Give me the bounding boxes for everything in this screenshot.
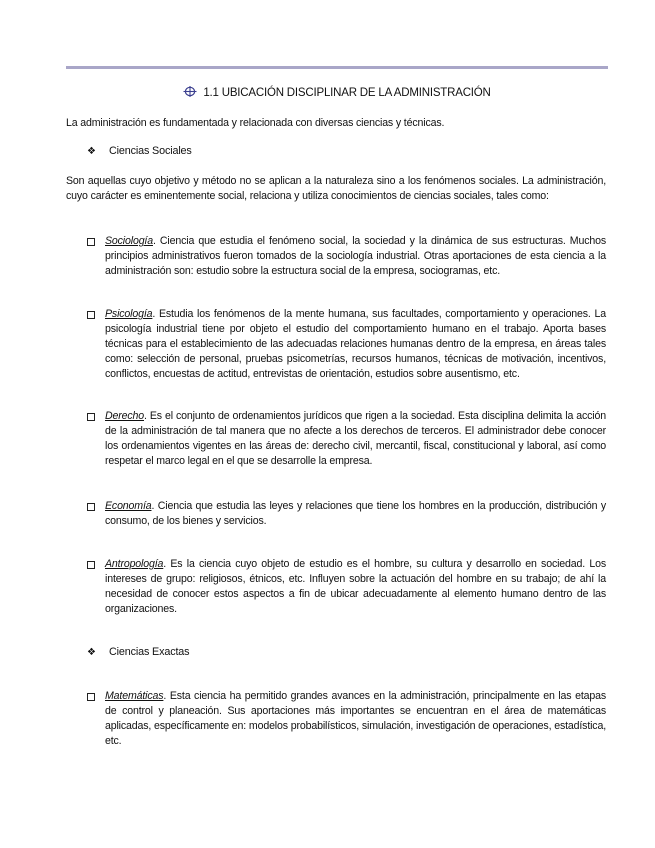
section-heading (66, 86, 608, 99)
list-item-matematicas (87, 689, 606, 749)
diamond-bullet-icon: ❖ (87, 647, 96, 658)
section-title: Ciencias Exactas (109, 646, 190, 658)
list-item-psicologia (87, 307, 606, 382)
list-item-text (105, 557, 606, 617)
list-item-sociologia (87, 234, 606, 279)
social-sciences-description: Son aquellas cuyo objetivo y método no se aplican a la naturaleza sino a los fenómenos sociales. La administración, cuyo carácter es eminentemente social, relaciona y utiliza conocimientos de ciencias sociales, tales como: (66, 175, 606, 202)
section-title-ciencias-sociales (87, 144, 192, 159)
list-item-body: . Es el conjunto de ordenamientos jurídicos que rigen a la sociedad. Esta disciplina delimita la acción de la administración de tal manera que no afecte a los derechos de terceros. El administrador debe conocer los ordenamientos vigentes en las áreas de: derecho civil, mercantil, fiscal, constitucional y laboral, así como respetar el marco legal en el que se desarrolle la empresa. (105, 410, 606, 467)
list-item-economia (87, 499, 606, 529)
list-item-derecho (87, 409, 606, 469)
intro-paragraph: La administración es fundamentada y relacionada con diversas ciencias y técnicas. (66, 117, 445, 129)
crosshair-icon (183, 86, 197, 97)
square-bullet-icon (87, 693, 95, 701)
header-rule (66, 66, 608, 69)
list-item-text (105, 307, 606, 382)
square-bullet-icon (87, 503, 95, 511)
list-item-term: Sociología (105, 235, 153, 247)
list-item-term: Matemáticas (105, 690, 164, 702)
list-item-text (105, 234, 606, 279)
list-item-body: . Es la ciencia cuyo objeto de estudio es el hombre, su cultura y desarrollo en sociedad. Los intereses de grupo: religiosos, étnicos, etc. Influyen sobre la actuación del hombre en su trabajo; de ahí la necesidad de conocer estos aspectos a fin de ubicar adecuadamente al elemento humano dentro de las organizaciones. (105, 558, 606, 615)
list-item-text (105, 499, 606, 529)
list-item-term: Derecho (105, 410, 144, 422)
square-bullet-icon (87, 238, 95, 246)
section-title: Ciencias Sociales (109, 145, 192, 157)
list-item-body: . Ciencia que estudia las leyes y relaciones que tiene los hombres en la producción, distribución y consumo, de los bienes y servicios. (105, 500, 606, 527)
diamond-bullet-icon: ❖ (87, 146, 96, 157)
list-item-body: . Ciencia que estudia el fenómeno social, la sociedad y la dinámica de sus estructuras. Muchos principios administrativos fueron tomados de la sociología industrial. Otras aportaciones de esta ciencia a la administración son: estudio sobre la estructura social de la empresa, sociogramas, etc. (105, 235, 606, 277)
list-item-text (105, 409, 606, 469)
section-title-ciencias-exactas (87, 645, 189, 660)
square-bullet-icon (87, 413, 95, 421)
list-item-antropologia (87, 557, 606, 617)
square-bullet-icon (87, 311, 95, 319)
list-item-term: Antropología (105, 558, 164, 570)
square-bullet-icon (87, 561, 95, 569)
heading-title: 1.1 UBICACIÓN DISCIPLINAR DE LA ADMINISTRACIÓN (203, 87, 491, 99)
list-item-term: Economía (105, 500, 152, 512)
list-item-term: Psicología (105, 308, 153, 320)
list-item-body: . Esta ciencia ha permitido grandes avances en la administración, principalmente en las etapas de control y planeación. Sus aportaciones más importantes se encuentran en el área de matemáticas aplicadas, específicamente en: modelos probabilísticos, simulación, investigación de operaciones, estadística, etc. (105, 690, 606, 747)
list-item-body: . Estudia los fenómenos de la mente humana, sus facultades, comportamiento y operaciones. La psicología industrial tiene por objeto el estudio del comportamiento humano en el trabajo. Aporta bases técnicas para el establecimiento de las adecuadas relaciones humanas dentro de la empresa, en áreas tales como: selección de personal, pruebas psicometrías, recursos humanos, técnicas de motivación, incentivos, conflictos, encuestas de actitud, entrevistas de orientación, estudios sobre ausentismo, etc. (105, 308, 606, 380)
list-item-text (105, 689, 606, 749)
